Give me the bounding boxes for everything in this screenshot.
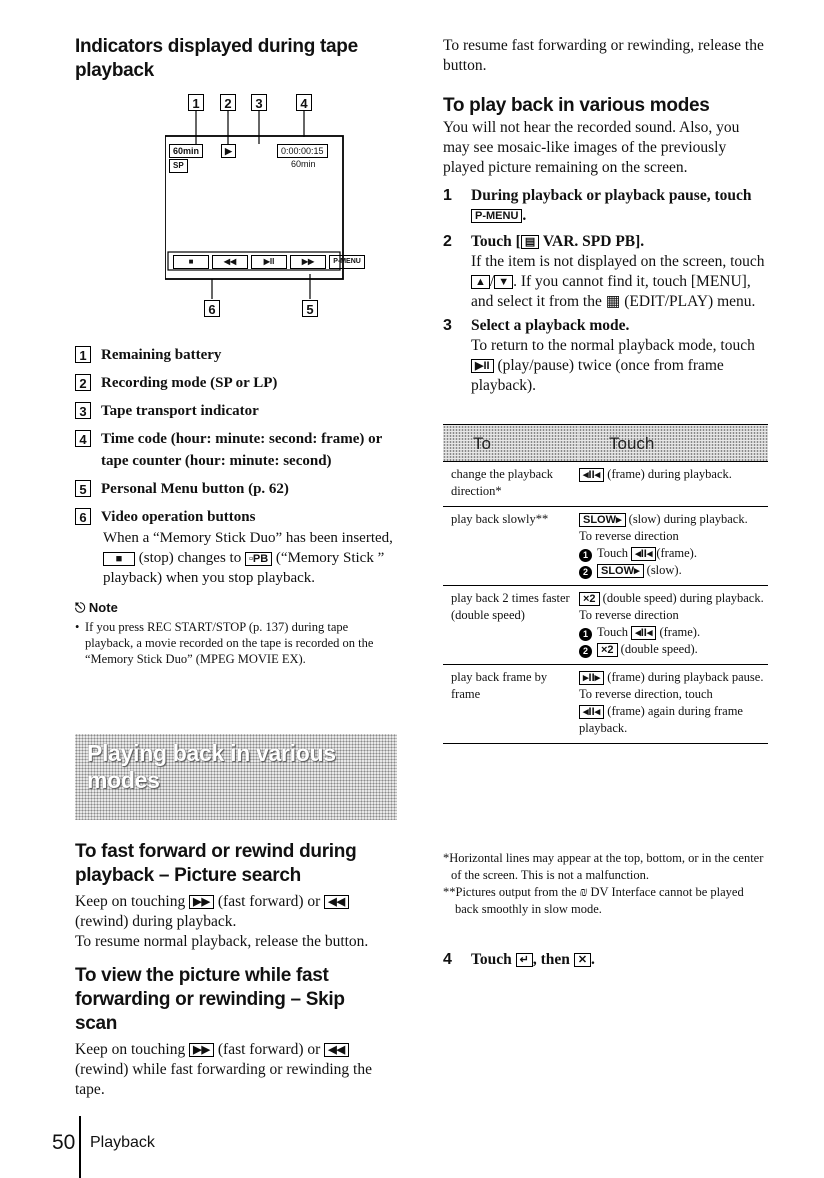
list-item xyxy=(75,428,405,472)
indicator-list xyxy=(75,344,405,667)
double-speed-icon: ×2 xyxy=(579,592,600,606)
callout-4: 4 xyxy=(296,94,312,111)
step-3-description: To return to the normal playback mode, touch ▶II (play/pause) twice (once from frame playback). xyxy=(471,337,755,394)
item6-desc-a: When a “Memory Stick Duo” has been inserted, xyxy=(103,530,393,546)
item-text: Remaining battery xyxy=(101,347,222,363)
slow-icon: SLOW▸ xyxy=(597,564,644,578)
footnotes xyxy=(443,850,768,918)
step-marker-1: 1 xyxy=(579,628,592,641)
list-item xyxy=(75,506,405,528)
table-row xyxy=(443,586,768,665)
skip-text: Keep on touching ▶▶ (fast forward) or ◀◀ (rewind) while fast forwarding or rewinding the tape. xyxy=(75,1041,372,1098)
item-number: 3 xyxy=(75,402,91,419)
modes-heading: To play back in various modes xyxy=(443,95,710,116)
double-speed-icon: ×2 xyxy=(597,643,618,657)
memory-stick-pb-icon: ▫PB xyxy=(245,552,272,566)
stop-icon: ■ xyxy=(103,552,135,566)
footnote-2: **Pictures output from the ₪ DV Interface cannot be played back smoothly in slow mode. xyxy=(443,885,744,916)
lcd-diagram xyxy=(165,94,435,324)
step-number: 2 xyxy=(443,233,452,250)
callout-5: 5 xyxy=(302,300,318,317)
remaining-display: 60min xyxy=(291,159,316,169)
item-text: Tape transport indicator xyxy=(101,403,259,419)
item6-description xyxy=(103,528,393,588)
step-marker-2: 2 xyxy=(579,566,592,579)
edit-play-menu-icon: ▦ xyxy=(605,293,621,310)
table-row xyxy=(443,665,768,744)
frame-forward-icon: ▸II▸ xyxy=(579,671,604,685)
row-to: play back 2 times faster (double speed) xyxy=(443,586,579,665)
table-row xyxy=(443,462,768,507)
timecode-display: 0:00:00:15 xyxy=(277,144,328,158)
fast-forward-icon: ▶▶ xyxy=(189,895,214,909)
callout-2: 2 xyxy=(220,94,236,111)
battery-indicator: 60min xyxy=(169,144,203,158)
item-number: 4 xyxy=(75,430,91,447)
callout-1: 1 xyxy=(188,94,204,111)
step-2: 2 Touch [ ▤ VAR. SPD PB]. If the item is not displayed on the screen, touch ▲ / ▼ . If you cannot find it, touch [MENU], and select it from the ▦ (EDIT/PLAY) menu. xyxy=(443,232,773,312)
page-number: 50 xyxy=(52,1131,76,1154)
item-text: Time code (hour: minute: second: frame) or tape counter (hour: minute: second) xyxy=(101,431,383,469)
indicators-heading: Indicators displayed during tape playback xyxy=(75,36,358,81)
item-number: 2 xyxy=(75,374,91,391)
fast-forward-section xyxy=(75,840,405,1100)
header-to: To xyxy=(443,425,579,462)
frame-reverse-icon: ◂II◂ xyxy=(579,468,604,482)
footnote-1: *Horizontal lines may appear at the top, bottom, or in the center of the screen. This is not a malfunction. xyxy=(443,851,764,882)
mode-indicator: SP xyxy=(169,159,188,173)
callout-3: 3 xyxy=(251,94,267,111)
note-heading: ⎋ Note xyxy=(75,600,118,615)
item-text: Personal Menu button (p. 62) xyxy=(101,481,289,497)
banner-title: Playing back in various modes xyxy=(87,740,336,793)
frame-reverse-icon: ◂II◂ xyxy=(631,547,656,561)
item6-desc-b: (stop) changes to xyxy=(138,550,242,566)
row-touch: ◂II◂ (frame) during playback. xyxy=(579,462,768,507)
rewind-icon[interactable]: ◀◀ xyxy=(212,255,248,269)
dv-interface-icon: ₪ xyxy=(579,885,588,899)
table-header-row xyxy=(443,425,768,462)
vcr-icon: ▤ xyxy=(521,235,539,249)
frame-reverse-icon: ◂II◂ xyxy=(579,705,604,719)
note-body: • If you press REC START/STOP (p. 137) during tape playback, a movie recorded on the tape is recorded on the “Memory Stick Duo” (MPEG MOVIE EX). xyxy=(75,620,374,666)
tape-transport-icon: ▶ xyxy=(221,144,236,158)
fast-forward-icon: ▶▶ xyxy=(189,1043,214,1057)
slow-icon: SLOW▸ xyxy=(579,513,626,527)
pmenu-button: P-MENU xyxy=(471,209,522,223)
note-text: If you press REC START/STOP (p. 137) during tape playback, a movie recorded on the tape is recorded on the “Memory Stick Duo” (MPEG MOVIE EX). xyxy=(85,620,374,666)
frame-reverse-icon: ◂II◂ xyxy=(631,626,656,640)
playback-modes-table xyxy=(443,424,768,744)
step-text: During playback or playback pause, touch xyxy=(471,187,752,204)
rewind-icon: ◀◀ xyxy=(324,1043,349,1057)
ff-text: Keep on touching ▶▶ (fast forward) or ◀◀ (rewind) during playback. To resume normal playback, release the button. xyxy=(75,893,369,950)
item-number: 6 xyxy=(75,508,91,525)
section-banner xyxy=(75,734,397,820)
skip-heading: To view the picture while fast forwarding or rewinding – Skip scan xyxy=(75,965,345,1034)
modes-description: You will not hear the recorded sound. Also, you may see mosaic-like images of the previously played picture remaining on the screen. xyxy=(443,119,740,176)
note-block xyxy=(75,600,405,667)
step-number: 3 xyxy=(443,317,452,334)
return-icon: ↵ xyxy=(516,953,533,967)
fast-forward-icon[interactable]: ▶▶ xyxy=(290,255,326,269)
row-touch: ▸II▸ (frame) during playback pause. To reverse direction, touch ◂II◂ (frame) again during frame playback. xyxy=(579,665,768,744)
ff-heading: To fast forward or rewind during playback – Picture search xyxy=(75,841,357,886)
scroll-down-icon: ▼ xyxy=(494,275,513,289)
list-item xyxy=(75,344,405,366)
note-icon: ⎋ xyxy=(75,600,86,615)
step-4: 4 Touch ↵ , then ✕ . xyxy=(443,951,595,968)
row-to: play back frame by frame xyxy=(443,665,579,744)
list-item xyxy=(75,400,405,422)
play-pause-icon: ▶II xyxy=(471,359,494,373)
play-pause-icon[interactable]: ▶II xyxy=(251,255,287,269)
rewind-icon: ◀◀ xyxy=(324,895,349,909)
step-number: 4 xyxy=(443,951,452,968)
step-text: Select a playback mode. xyxy=(471,317,630,334)
step-number: 1 xyxy=(443,187,452,204)
row-to: change the playback direction* xyxy=(443,462,579,507)
step-2-description: If the item is not displayed on the screen, touch ▲ / ▼ . If you cannot find it, touch [MENU], and select it from the ▦ (EDIT/PLAY) menu. xyxy=(471,253,765,310)
stop-icon[interactable]: ■ xyxy=(173,255,209,269)
list-item xyxy=(75,478,405,500)
header-touch: Touch xyxy=(579,425,768,462)
scroll-up-icon: ▲ xyxy=(471,275,490,289)
item-number: 5 xyxy=(75,480,91,497)
close-icon: ✕ xyxy=(574,953,591,967)
callout-6: 6 xyxy=(204,300,220,317)
section-name: Playback xyxy=(90,1134,155,1151)
step-1: 1 During playback or playback pause, touch P-MENU . xyxy=(443,187,752,224)
list-item xyxy=(75,372,405,394)
video-operation-buttons xyxy=(173,255,365,269)
intro-text: To resume fast forwarding or rewinding, release the button. xyxy=(443,37,764,74)
table-row xyxy=(443,507,768,586)
footer-divider xyxy=(79,1116,81,1178)
item-number: 1 xyxy=(75,346,91,363)
pmenu-button[interactable]: P-MENU xyxy=(329,255,365,269)
steps xyxy=(443,186,773,396)
item-text: Recording mode (SP or LP) xyxy=(101,375,278,391)
step-3 xyxy=(443,316,773,396)
lcd-leader-lines xyxy=(165,94,435,324)
row-touch: SLOW▸ (slow) during playback. To reverse direction 1 Touch ◂II◂ (frame). 2 SLOW▸ (slow). xyxy=(579,507,768,586)
item-text: Video operation buttons xyxy=(101,509,256,525)
step-marker-2: 2 xyxy=(579,645,592,658)
row-touch: ×2 (double speed) during playback. To reverse direction 1 Touch ◂II◂ (frame). 2 ×2 (double speed). xyxy=(579,586,768,665)
item6-desc-c: (“Memory Stick ” playback) when you stop playback. xyxy=(103,550,385,586)
row-to: play back slowly** xyxy=(443,507,579,586)
step-marker-1: 1 xyxy=(579,549,592,562)
